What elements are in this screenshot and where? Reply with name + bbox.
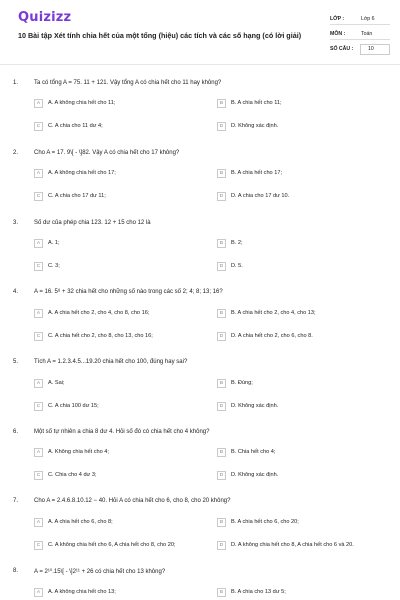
meta-count-label: SỐ CÂU : — [330, 46, 354, 52]
worksheet-title: 10 Bài tập Xét tính chia hết của một tổng (hiệu) các tích và các số hạng (có lời giải) — [18, 31, 302, 40]
meta-grade-label: LỚP : — [330, 16, 345, 22]
question-number: 5. — [13, 359, 19, 365]
meta-count — [330, 44, 390, 55]
question-number: 6. — [13, 429, 19, 435]
header-divider — [0, 64, 400, 65]
question-text: A = 2¹⁰.15\[ - \]2¹¹ + 26 có chia hết cho 13 không? — [34, 569, 166, 575]
question-number: 1. — [13, 80, 19, 86]
quizizz-logo: Quizizz — [18, 10, 72, 25]
question-text: Số dư của phép chia 123. 12 + 15 cho 12 là — [34, 220, 151, 226]
meta-count-box — [360, 44, 390, 55]
meta-count-value: 10 — [368, 46, 374, 52]
meta-grade — [330, 14, 390, 25]
meta-subject-label: MÔN : — [330, 31, 346, 37]
meta-subject-value: Toán — [361, 31, 373, 37]
question-number: 8. — [13, 568, 19, 574]
worksheet-header — [0, 0, 400, 64]
question-text: Cho A = 17. 9\[ - \]82. Vậy A có chia hết cho 17 không? — [34, 150, 180, 156]
question-text: Tích A = 1.2.3.4.5...19.20 chia hết cho 100, đúng hay sai? — [34, 359, 188, 365]
question-number: 2. — [13, 150, 19, 156]
question-number: 7. — [13, 498, 19, 504]
meta-subject — [330, 29, 390, 40]
question-text: Cho A = 2.4.6.8.10.12 − 40. Hỏi A có chia hết cho 6, cho 8, cho 20 không? — [34, 498, 231, 504]
question-text: Ta có tổng A = 75. 11 + 121. Vậy tổng A có chia hết cho 11 hay không? — [34, 80, 222, 86]
question-number: 4. — [13, 289, 19, 295]
question-text: A = 16. 5⁸ + 32 chia hết cho những số nào trong các số 2; 4; 8; 13; 16? — [34, 289, 223, 295]
meta-grade-value: Lớp 6 — [361, 16, 375, 22]
question-number: 3. — [13, 220, 19, 226]
question-text: Một số tự nhiên a chia 8 dư 4. Hỏi số đó có chia hết cho 4 không? — [34, 429, 210, 435]
